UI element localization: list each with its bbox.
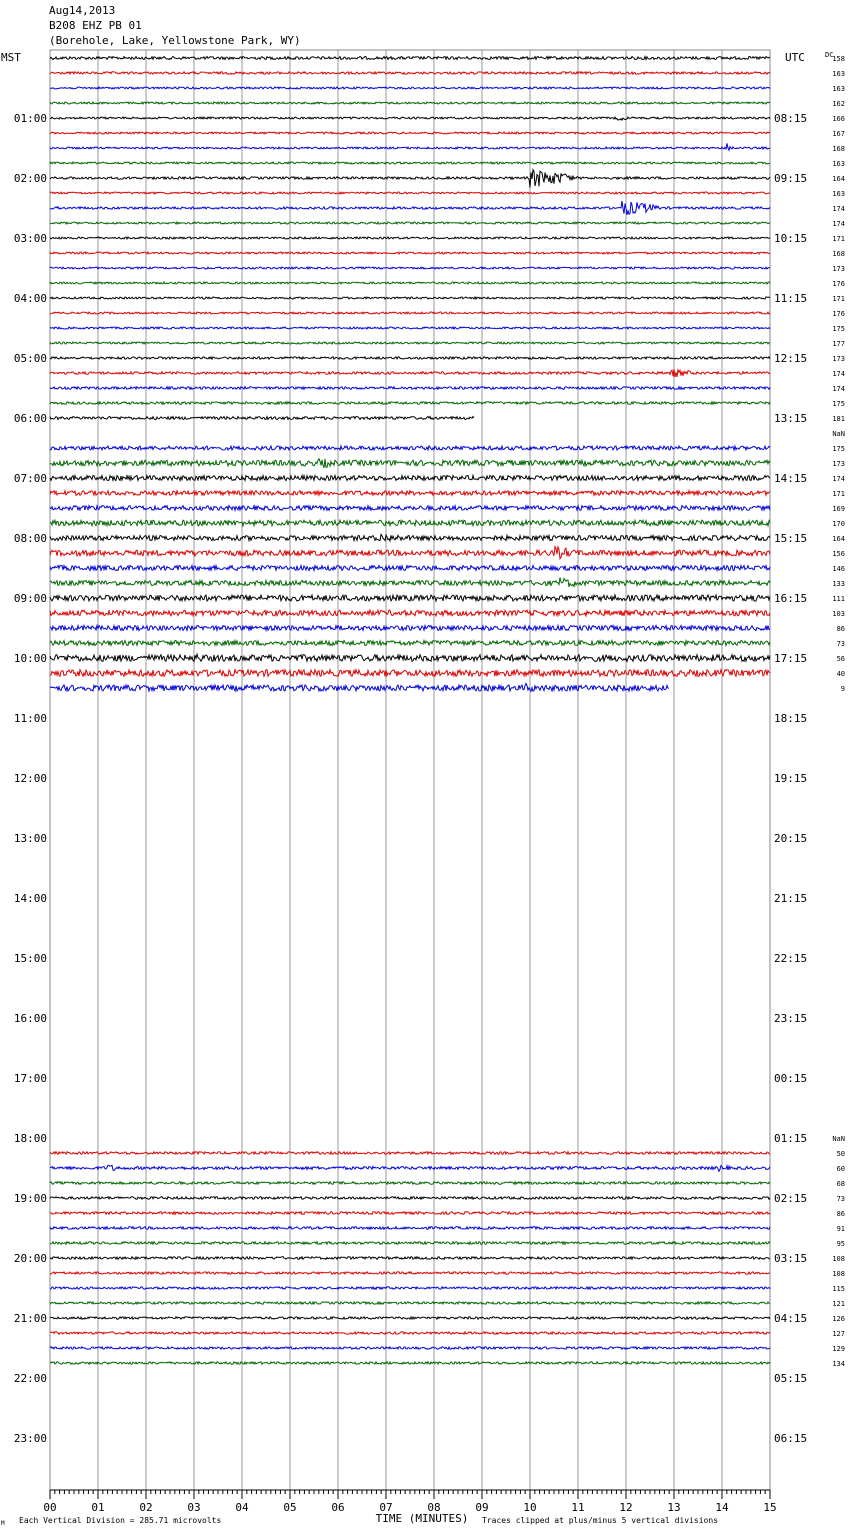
utc-hour-label: 18:15 — [774, 712, 808, 725]
trace-line — [50, 491, 770, 496]
trace-line — [50, 577, 770, 587]
x-tick-label: 06 — [331, 1501, 345, 1514]
utc-hour-label: 21:15 — [774, 892, 808, 905]
dc-offset-label: 146 — [832, 565, 845, 573]
dc-offset-label: 166 — [832, 115, 845, 123]
dc-offset-label: 56 — [836, 655, 845, 663]
dc-offset-label: 163 — [832, 85, 845, 93]
dc-offset-label: 174 — [832, 370, 845, 378]
trace-line — [50, 297, 770, 299]
dc-offset-label: 164 — [832, 175, 845, 183]
trace-line — [50, 117, 770, 120]
mst-hour-label: 02:00 — [13, 172, 47, 185]
trace-line — [50, 57, 770, 60]
corner-mark: M — [1, 1520, 5, 1527]
header-station: B208 EHZ PB 01 — [49, 19, 142, 32]
trace-line — [50, 520, 770, 526]
dc-offset-label: 173 — [832, 355, 845, 363]
mst-hour-label: 12:00 — [13, 772, 47, 785]
trace-line — [50, 1287, 770, 1289]
mst-hour-label: 07:00 — [13, 472, 47, 485]
x-tick-label: 10 — [523, 1501, 537, 1514]
header-date: Aug14,2013 — [49, 4, 116, 17]
mst-hour-label: 13:00 — [13, 832, 47, 845]
dc-offset-label: 171 — [832, 490, 845, 498]
utc-hour-label: 20:15 — [774, 832, 808, 845]
trace-line — [50, 1302, 770, 1304]
x-tick-label: 01 — [91, 1501, 105, 1514]
x-tick-label: 11 — [571, 1501, 585, 1514]
x-tick-label: 07 — [379, 1501, 393, 1514]
trace-line — [50, 1347, 770, 1349]
trace-line — [50, 1182, 770, 1185]
dc-offset-label: 68 — [836, 1180, 845, 1188]
trace-line — [50, 162, 770, 164]
dc-offset-label: 174 — [832, 475, 845, 483]
trace-line — [50, 417, 474, 420]
dc-offset-label: 175 — [832, 325, 845, 333]
dc-offset-label: 121 — [832, 1300, 845, 1308]
mst-hour-label: 03:00 — [13, 232, 47, 245]
dc-offset-label: 60 — [836, 1165, 845, 1173]
x-tick-label: 08 — [427, 1501, 441, 1514]
trace-line — [50, 641, 770, 646]
dc-offset-label: 168 — [832, 145, 845, 153]
utc-hour-label: 10:15 — [774, 232, 808, 245]
trace-line — [50, 1362, 770, 1364]
utc-label: UTC — [785, 51, 805, 64]
x-tick-label: 02 — [139, 1501, 153, 1514]
mst-hour-label: 18:00 — [13, 1132, 47, 1145]
utc-hour-label: 03:15 — [774, 1252, 808, 1265]
trace-line — [50, 1165, 770, 1171]
x-tick-label: 12 — [619, 1501, 633, 1514]
trace-line — [50, 1257, 770, 1260]
dc-offset-label: 111 — [832, 595, 845, 603]
x-tick-label: 09 — [475, 1501, 489, 1514]
mst-label: MST — [1, 51, 21, 64]
mst-hour-label: 20:00 — [13, 1252, 47, 1265]
x-axis-title: TIME (MINUTES) — [375, 1512, 469, 1525]
trace-line — [50, 610, 770, 616]
dc-offset-label: 176 — [832, 280, 845, 288]
clip-note: Traces clipped at plus/minus 5 vertical divisions — [482, 1516, 719, 1525]
x-tick-label: 05 — [283, 1501, 297, 1514]
utc-hour-label: 19:15 — [774, 772, 808, 785]
utc-hour-label: 17:15 — [774, 652, 808, 665]
trace-line — [50, 1212, 770, 1215]
header-location: (Borehole, Lake, Yellowstone Park, WY) — [49, 34, 301, 47]
dc-offset-label: 163 — [832, 190, 845, 198]
mst-hour-label: 05:00 — [13, 352, 47, 365]
mst-hour-label: 16:00 — [13, 1012, 47, 1025]
dc-offset-label: 176 — [832, 310, 845, 318]
dc-offset-label: 162 — [832, 100, 845, 108]
x-tick-label: 00 — [43, 1501, 57, 1514]
utc-hour-label: 09:15 — [774, 172, 808, 185]
utc-hour-label: 13:15 — [774, 412, 808, 425]
trace-line — [50, 222, 770, 224]
trace-line — [50, 534, 770, 541]
trace-line — [50, 357, 770, 359]
dc-offset-label: 164 — [832, 535, 845, 543]
mst-hour-label: 23:00 — [13, 1432, 47, 1445]
utc-hour-label: 06:15 — [774, 1432, 808, 1445]
trace-line — [50, 1227, 770, 1230]
trace-line — [50, 282, 770, 284]
trace-line — [50, 132, 770, 134]
trace-line — [50, 684, 669, 692]
trace-line — [50, 1272, 770, 1274]
dc-offset-label: 174 — [832, 220, 845, 228]
mst-hour-label: 10:00 — [13, 652, 47, 665]
mst-hour-label: 01:00 — [13, 112, 47, 125]
trace-line — [50, 595, 770, 601]
trace-line — [50, 1332, 770, 1334]
utc-hour-label: 16:15 — [774, 592, 808, 605]
mst-hour-label: 22:00 — [13, 1372, 47, 1385]
trace-line — [50, 369, 770, 377]
utc-hour-label: 01:15 — [774, 1132, 808, 1145]
dc-offset-label: 103 — [832, 610, 845, 618]
dc-offset-label: 170 — [832, 520, 845, 528]
dc-offset-label: NaN — [832, 1135, 845, 1143]
utc-hour-label: 05:15 — [774, 1372, 808, 1385]
dc-offset-label: 158 — [832, 55, 845, 63]
dc-offset-label: 73 — [836, 640, 845, 648]
dc-offset-label: 115 — [832, 1285, 845, 1293]
dc-offset-label: 127 — [832, 1330, 845, 1338]
dc-offset-label: 133 — [832, 580, 845, 588]
mst-hour-label: 14:00 — [13, 892, 47, 905]
dc-offset-label: 129 — [832, 1345, 845, 1353]
trace-line — [50, 87, 770, 89]
trace-line — [50, 252, 770, 254]
trace-line — [50, 506, 770, 511]
dc-offset-label: 171 — [832, 235, 845, 243]
trace-line — [50, 201, 770, 215]
dc-offset-label: 175 — [832, 445, 845, 453]
mst-hour-label: 09:00 — [13, 592, 47, 605]
trace-line — [50, 327, 770, 329]
scale-note: Each Vertical Division = 285.71 microvolts — [19, 1516, 222, 1525]
dc-offset-label: 173 — [832, 460, 845, 468]
dc-offset-label: 168 — [832, 250, 845, 258]
dc-offset-label: 86 — [836, 1210, 845, 1218]
dc-offset-label: 174 — [832, 205, 845, 213]
mst-hour-label: 21:00 — [13, 1312, 47, 1325]
trace-line — [50, 143, 770, 150]
mst-hour-label: 15:00 — [13, 952, 47, 965]
mst-hour-label: 06:00 — [13, 412, 47, 425]
dc-offset-label: 174 — [832, 385, 845, 393]
dc-offset-label: 9 — [840, 685, 845, 693]
utc-hour-label: 04:15 — [774, 1312, 808, 1325]
dc-offset-label: NaN — [832, 430, 845, 438]
mst-hour-label: 04:00 — [13, 292, 47, 305]
trace-line — [50, 670, 770, 677]
utc-hour-label: 02:15 — [774, 1192, 808, 1205]
trace-line — [50, 170, 770, 188]
trace-line — [50, 1242, 770, 1245]
x-tick-label: 04 — [235, 1501, 249, 1514]
trace-line — [50, 476, 770, 481]
trace-line — [50, 1197, 770, 1200]
dc-offset-label: 95 — [836, 1240, 845, 1248]
mst-hour-label: 11:00 — [13, 712, 47, 725]
utc-hour-label: 00:15 — [774, 1072, 808, 1085]
x-tick-label: 03 — [187, 1501, 201, 1514]
trace-line — [50, 626, 770, 631]
dc-offset-label: 126 — [832, 1315, 845, 1323]
trace-line — [50, 547, 770, 559]
trace-line — [50, 102, 770, 104]
dc-offset-label: 167 — [832, 130, 845, 138]
x-tick-label: 15 — [763, 1501, 777, 1514]
trace-line — [50, 72, 770, 74]
utc-hour-label: 15:15 — [774, 532, 808, 545]
dc-offset-label: 169 — [832, 505, 845, 513]
x-tick-label: 13 — [667, 1501, 681, 1514]
dc-offset-label: 177 — [832, 340, 845, 348]
mst-hour-label: 19:00 — [13, 1192, 47, 1205]
dc-offset-label: 173 — [832, 265, 845, 273]
dc-label: DC — [825, 51, 834, 59]
trace-line — [50, 342, 770, 344]
dc-offset-label: 171 — [832, 295, 845, 303]
trace-line — [50, 237, 770, 239]
trace-line — [50, 654, 770, 661]
trace-line — [50, 1152, 770, 1155]
trace-line — [50, 402, 770, 405]
dc-offset-label: 108 — [832, 1255, 845, 1263]
dc-offset-label: 40 — [836, 670, 845, 678]
dc-offset-label: 50 — [836, 1150, 845, 1158]
dc-offset-label: 86 — [836, 625, 845, 633]
utc-hour-label: 12:15 — [774, 352, 808, 365]
mst-hour-label: 17:00 — [13, 1072, 47, 1085]
utc-hour-label: 11:15 — [774, 292, 808, 305]
utc-hour-label: 22:15 — [774, 952, 808, 965]
trace-line — [50, 312, 770, 314]
dc-offset-label: 163 — [832, 160, 845, 168]
utc-hour-label: 23:15 — [774, 1012, 808, 1025]
dc-offset-label: 181 — [832, 415, 845, 423]
utc-hour-label: 14:15 — [774, 472, 808, 485]
trace-line — [50, 192, 770, 194]
dc-offset-label: 163 — [832, 70, 845, 78]
dc-offset-label: 108 — [832, 1270, 845, 1278]
dc-offset-label: 134 — [832, 1360, 845, 1368]
trace-line — [50, 387, 770, 390]
trace-line — [50, 459, 770, 468]
dc-offset-label: 91 — [836, 1225, 845, 1233]
trace-line — [50, 1317, 770, 1319]
dc-offset-label: 73 — [836, 1195, 845, 1203]
utc-hour-label: 08:15 — [774, 112, 808, 125]
trace-line — [50, 446, 770, 450]
mst-hour-label: 08:00 — [13, 532, 47, 545]
trace-line — [50, 267, 770, 269]
dc-offset-label: 175 — [832, 400, 845, 408]
x-tick-label: 14 — [715, 1501, 729, 1514]
dc-offset-label: 156 — [832, 550, 845, 558]
trace-line — [50, 566, 770, 571]
